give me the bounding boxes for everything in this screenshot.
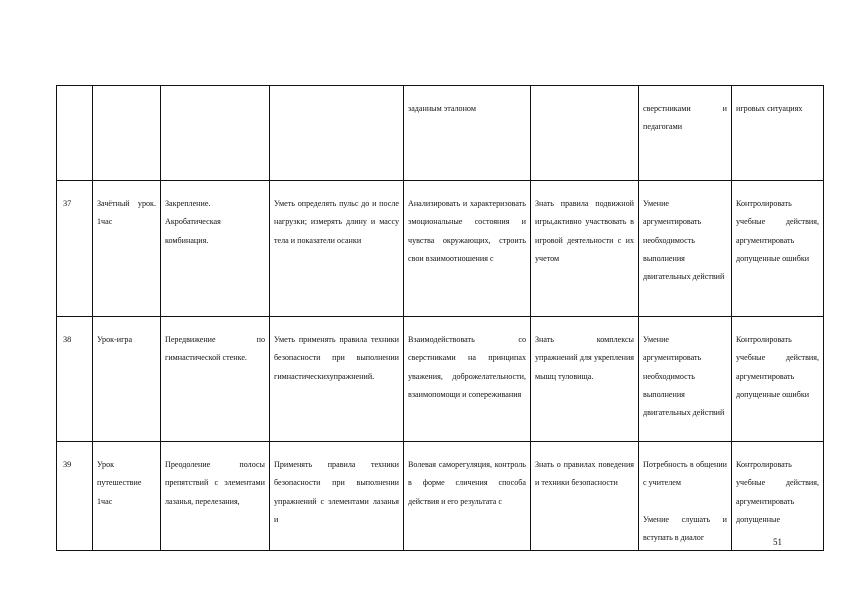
- cognitive-results-cell: Знать комплексы упражнений для укрепления мышц туловища.: [531, 317, 639, 442]
- page-number: 51: [773, 537, 782, 547]
- communicative-results-cell: Умение аргументировать необходимость выполнения двигательных действий: [639, 181, 732, 317]
- regulatory-results-cell: игровых ситуациях: [732, 86, 824, 181]
- lesson-topic-cell: Преодоление полосы препятствий с элементами лазанья, перелезания,: [161, 442, 270, 551]
- table-row: [57, 86, 824, 181]
- lesson-topic-cell: Передвижение по гимнастической стенке.: [161, 317, 270, 442]
- lesson-type-cell: Урок путешествие 1час: [93, 442, 161, 551]
- subject-results-cell: Уметь определять пульс до и после нагрузки; измерять длину и массу тела и показатели осанки: [270, 181, 404, 317]
- cognitive-results-cell: Знать правила подвижной игры,активно участвовать в игровой деятельности с их учетом: [531, 181, 639, 317]
- regulatory-results-cell: Контролировать учебные действия, аргументировать допущенные: [732, 442, 824, 551]
- regulatory-results-cell: Контролировать учебные действия, аргументировать допущенные ошибки: [732, 317, 824, 442]
- subject-results-cell: [270, 86, 404, 181]
- subject-results-cell: Применять правила техники безопасности при выполнении упражнений с элементами лазанья и: [270, 442, 404, 551]
- lesson-number-cell: 39: [57, 442, 93, 551]
- lesson-type-cell: [93, 86, 161, 181]
- communicative-results-cell: сверстниками и педагогами: [639, 86, 732, 181]
- communicative-results-cell: [639, 442, 732, 551]
- cell-paragraph: Умение слушать и вступать в диалог: [643, 514, 727, 542]
- personal-results-cell: Анализировать и характеризовать эмоциональные состояния и чувства окружающих, строить свои взаимоотношения с: [404, 181, 531, 317]
- communicative-results-cell: Умение аргументировать необходимость выполнения двигательных действий: [639, 317, 732, 442]
- subject-results-cell: Уметь применять правила техники безопасности при выполнении гимнастическихупражнений.: [270, 317, 404, 442]
- regulatory-results-cell: Контролировать учебные действия, аргументировать допущенные ошибки: [732, 181, 824, 317]
- cell-paragraph: Потребность в общении с учителем: [643, 460, 727, 488]
- lesson-number-cell: 38: [57, 317, 93, 442]
- cognitive-results-cell: Знать о правилах поведения и техники безопасности: [531, 442, 639, 551]
- table-row: [57, 442, 824, 551]
- lesson-topic-cell: Закрепление. Акробатическая комбинация.: [161, 181, 270, 317]
- lesson-number-cell: [57, 86, 93, 181]
- lesson-topic-cell: [161, 86, 270, 181]
- personal-results-cell: Взаимодействовать со сверстниками на принципах уважения, доброжелательности, взаимопомощи и сопереживания: [404, 317, 531, 442]
- table-row: [57, 181, 824, 317]
- lesson-number-cell: 37: [57, 181, 93, 317]
- paragraph-gap: [643, 493, 727, 511]
- personal-results-cell: заданным эталоном: [404, 86, 531, 181]
- lesson-plan-table: [56, 85, 824, 551]
- table-row: [57, 317, 824, 442]
- personal-results-cell: Волевая саморегуляция, контроль в форме сличения способа действия и его результата с: [404, 442, 531, 551]
- lesson-type-cell: Зачётный урок. 1час: [93, 181, 161, 317]
- lesson-type-cell: Урок-игра: [93, 317, 161, 442]
- cognitive-results-cell: [531, 86, 639, 181]
